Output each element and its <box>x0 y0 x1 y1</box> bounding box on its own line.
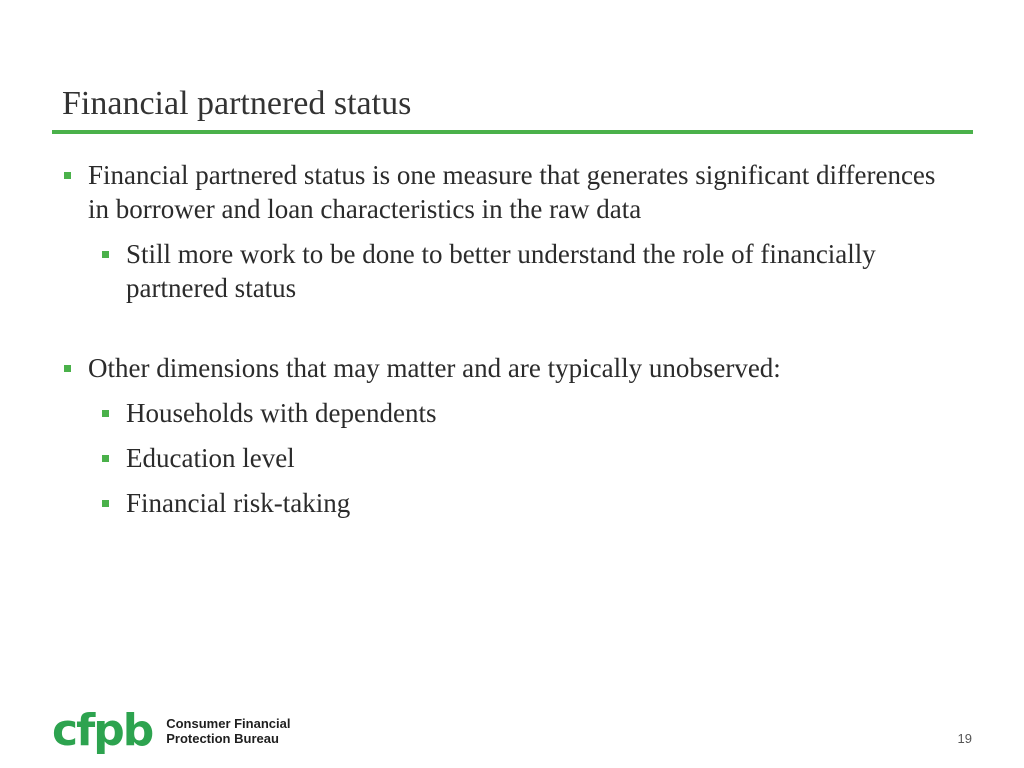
slide-content <box>62 158 962 520</box>
logo-line-2: Protection Bureau <box>166 731 279 746</box>
bullet-text: Other dimensions that may matter and are typically unobserved: <box>88 353 781 383</box>
sub-bullet-text: Still more work to be done to better understand the role of financially partnered status <box>126 239 876 303</box>
sub-bullet-text: Households with dependents <box>126 398 437 428</box>
square-bullet-icon <box>102 410 109 417</box>
sub-bullet-item <box>62 441 962 475</box>
square-bullet-icon <box>64 365 71 372</box>
slide-title: Financial partnered status <box>62 85 412 122</box>
logo-line-1: Consumer Financial <box>166 716 291 731</box>
bullet-item <box>62 351 962 385</box>
sub-bullet-item <box>62 486 962 520</box>
square-bullet-icon <box>102 251 109 258</box>
logo-mark: cfpb <box>52 705 153 756</box>
square-bullet-icon <box>102 455 109 462</box>
sub-bullet-text: Financial risk-taking <box>126 488 351 518</box>
bullet-item <box>62 158 962 226</box>
cfpb-logo <box>52 705 291 756</box>
logo-wordmark <box>166 716 290 746</box>
sub-bullet-item <box>62 237 962 305</box>
sub-bullet-item <box>62 396 962 430</box>
bullet-text: Financial partnered status is one measure that generates significant differences in borrower and loan characteristics in the raw data <box>88 160 936 224</box>
page-number: 19 <box>957 731 972 746</box>
title-divider <box>52 130 973 134</box>
square-bullet-icon <box>64 172 71 179</box>
square-bullet-icon <box>102 500 109 507</box>
sub-bullet-text: Education level <box>126 443 295 473</box>
